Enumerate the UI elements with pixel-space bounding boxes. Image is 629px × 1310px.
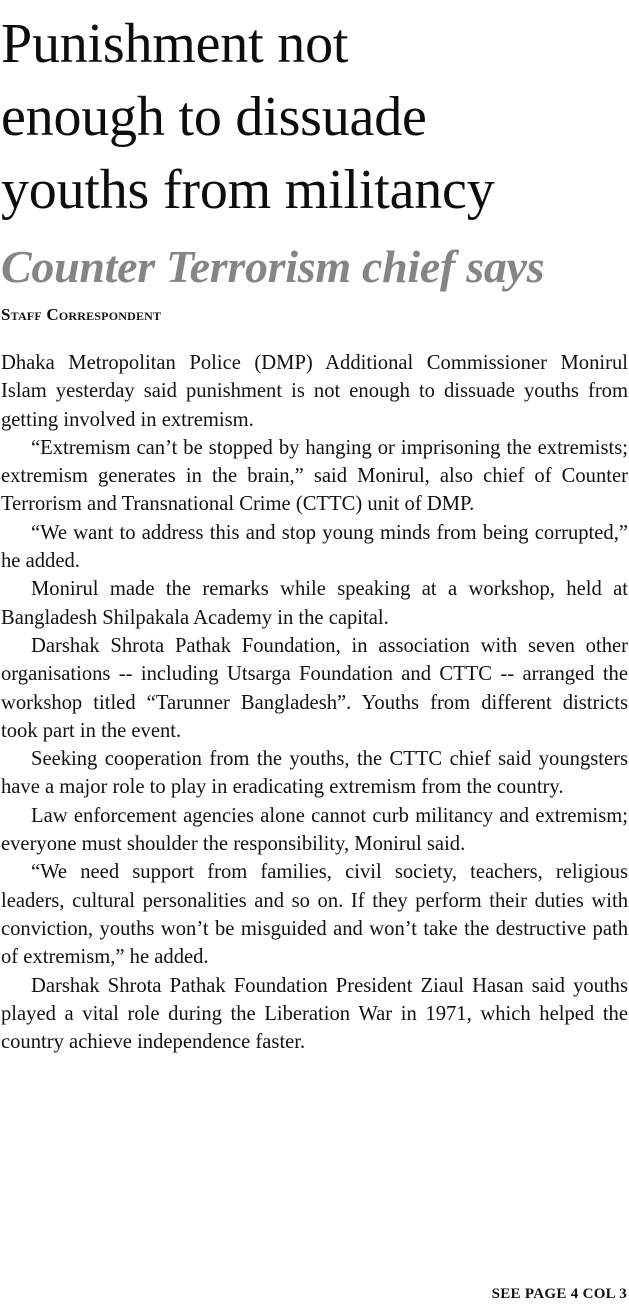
headline-line-3: youths from militancy — [1, 159, 495, 221]
article-body — [1, 349, 628, 1056]
body-paragraph: Darshak Shrota Pathak Foundation President Ziaul Hasan said youths played a vital role during the Liberation War in 1971, which helped the country achieve independence faster. — [1, 974, 628, 1054]
headline-line-1: Punishment not — [1, 13, 349, 75]
headline — [1, 8, 629, 227]
body-paragraph: Law enforcement agencies alone cannot curb militancy and extremism; everyone must shoulder the responsibility, Monirul said. — [1, 804, 628, 856]
body-paragraph: “Extremism can’t be stopped by hanging or imprisoning the extremists; extremism generates in the brain,” said Monirul, also chief of Counter Terrorism and Transnational Crime (CTTC) unit of DMP. — [1, 436, 628, 516]
body-paragraph: Dhaka Metropolitan Police (DMP) Additional Commissioner Monirul Islam yesterday said punishment is not enough to dissuade youths from getting involved in extremism. — [1, 352, 628, 431]
body-paragraph: Darshak Shrota Pathak Foundation, in association with seven other organisations -- including Utsarga Foundation and CTTC -- arranged the workshop titled “Tarunner Bangladesh”. Youths from different districts took part in the event. — [1, 634, 628, 742]
byline: Staff Correspondent — [1, 305, 162, 324]
body-paragraph: “We want to address this and stop young minds from being corrupted,” he added. — [1, 521, 628, 573]
subheadline: Counter Terrorism chief says — [1, 241, 545, 292]
headline-line-2: enough to dissuade — [1, 86, 427, 148]
body-paragraph: “We need support from families, civil society, teachers, religious leaders, cultural personalities and so on. If they perform their duties with conviction, youths won’t be misguided and won’t take the destructive path of extremism,” he added. — [1, 861, 628, 969]
continuation-note: SEE PAGE 4 COL 3 — [491, 1286, 627, 1302]
body-paragraph: Seeking cooperation from the youths, the CTTC chief said youngsters have a major role to play in eradicating extremism from the country. — [1, 748, 628, 799]
body-paragraph: Monirul made the remarks while speaking at a workshop, held at Bangladesh Shilpakala Academy in the capital. — [1, 578, 628, 629]
